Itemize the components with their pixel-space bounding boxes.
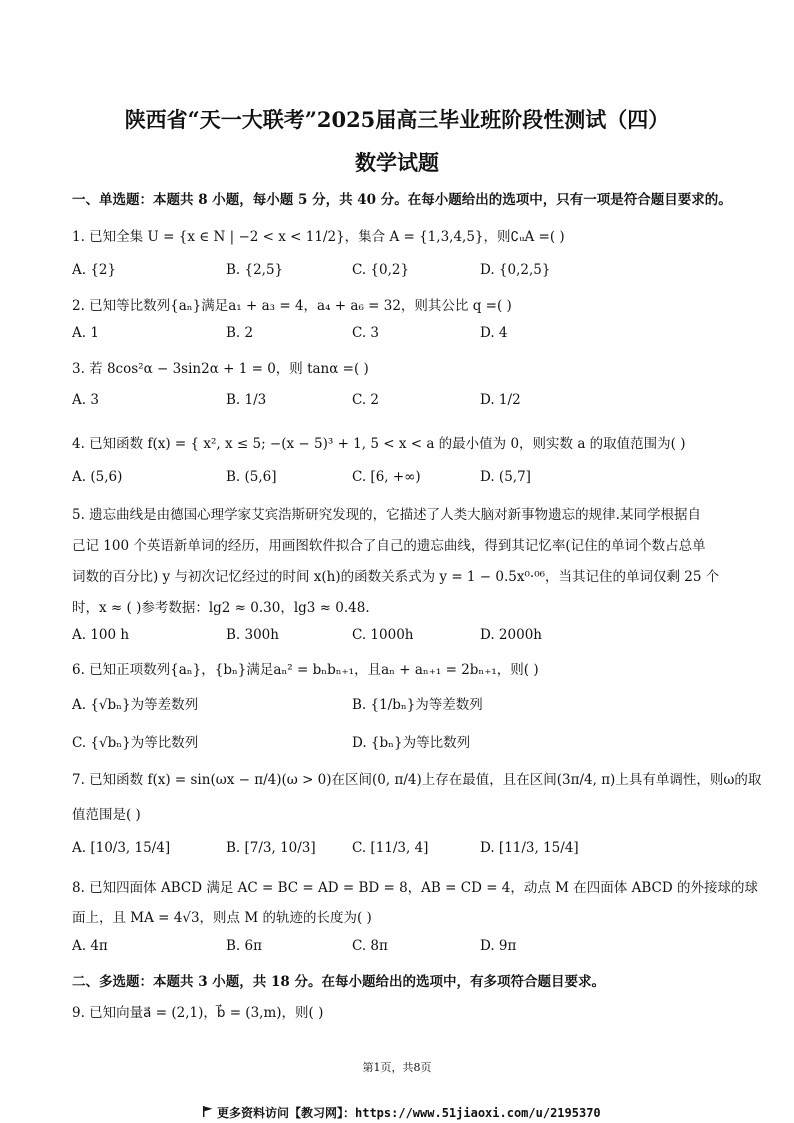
question-stem-line: 5. 遗忘曲线是由德国心理学家艾宾浩斯研究发现的，它描述了人类大脑对新事物遗忘的规律.某同学根据自 — [72, 507, 701, 523]
option: C. 3 — [352, 325, 380, 341]
section-heading: 二、多选题：本题共 3 小题，共 18 分。在每小题给出的选项中，有多项符合题目要求。 — [72, 974, 605, 990]
question-stem-line: 词数的百分比) y 与初次记忆经过的时间 x(h)的函数关系式为 y = 1 − 0.5x⁰·⁰⁶，当其记住的单词仅剩 25 个 — [72, 569, 720, 585]
option: D. 4 — [480, 325, 508, 341]
option: B. {1/bₙ}为等差数列 — [352, 697, 483, 713]
option: D. {bₙ}为等比数列 — [352, 735, 471, 751]
question-stem-line: 时，x ≈ ( )参考数据：lg2 ≈ 0.30，lg3 ≈ 0.48. — [72, 600, 370, 616]
question-stem: 4. 已知函数 f(x) = { x², x ≤ 5; −(x − 5)³ + 1, 5 < x < a 的最小值为 0，则实数 a 的取值范围为( ) — [72, 436, 686, 452]
question-stem-line: 值范围是( ) — [72, 807, 141, 823]
option: D. 9π — [480, 938, 517, 954]
question-stem-line: 7. 已知函数 f(x) = sin(ωx − π/4)(ω > 0)在区间(0, π/4)上存在最值，且在区间(3π/4, π)上具有单调性，则ω的取 — [72, 772, 762, 788]
option: C. [6, +∞) — [352, 469, 421, 485]
option: B. {2,5} — [226, 262, 284, 278]
footer-link[interactable] — [203, 1104, 601, 1121]
option: A. 100 h — [72, 627, 130, 643]
option: C. 1000h — [352, 627, 414, 643]
option: A. {2} — [72, 262, 117, 278]
question-stem-line: 8. 已知四面体 ABCD 满足 AC = BC = AD = BD = 8，AB = CD = 4，动点 M 在四面体 ABCD 的外接球的球 — [72, 880, 758, 896]
option: B. 300h — [226, 627, 279, 643]
option: C. 2 — [352, 392, 380, 408]
question-stem: 6. 已知正项数列{aₙ}，{bₙ}满足aₙ² = bₙbₙ₊₁，且aₙ + aₙ₊₁ = 2bₙ₊₁，则( ) — [72, 662, 539, 678]
option: C. [11/3, 4] — [352, 840, 429, 856]
question-stem: 9. 已知向量a⃗ = (2,1)，b⃗ = (3,m)，则( ) — [72, 1005, 324, 1021]
option: D. 1/2 — [480, 392, 521, 408]
option: A. 3 — [72, 392, 99, 408]
option: A. (5,6) — [72, 469, 123, 485]
option: D. 2000h — [480, 627, 542, 643]
option: A. 1 — [72, 325, 99, 341]
question-stem-line: 面上，且 MA = 4√3，则点 M 的轨迹的长度为( ) — [72, 910, 372, 926]
flag-icon — [203, 1106, 213, 1120]
question-stem-line: 己记 100 个英语新单词的经历，用画图软件拟合了自己的遗忘曲线，得到其记忆率(记住的单词个数占总单 — [72, 538, 706, 554]
option: C. {√bₙ}为等比数列 — [72, 735, 199, 751]
option: C. {0,2} — [352, 262, 410, 278]
page-title: 陕西省“天一大联考”2025届高三毕业班阶段性测试（四） — [124, 107, 670, 132]
option: A. {√bₙ}为等差数列 — [72, 697, 199, 713]
footer-link-text[interactable]: 更多资料访问【教习网】：https://www.51jiaoxi.com/u/2195370 — [217, 1106, 601, 1120]
option: A. 4π — [72, 938, 108, 954]
option: B. 1/3 — [226, 392, 267, 408]
page-subtitle: 数学试题 — [355, 150, 439, 175]
question-stem: 2. 已知等比数列{aₙ}满足a₁ + a₃ = 4，a₄ + a₆ = 32，则其公比 q =( ) — [72, 298, 512, 314]
option: B. (5,6] — [226, 469, 277, 485]
option: B. 6π — [226, 938, 262, 954]
question-stem: 3. 若 8cos²α − 3sin2α + 1 = 0，则 tanα =( ) — [72, 361, 369, 377]
option: A. [10/3, 15/4] — [72, 840, 171, 856]
option: B. [7/3, 10/3] — [226, 840, 316, 856]
option: B. 2 — [226, 325, 254, 341]
option: D. [11/3, 15/4] — [480, 840, 579, 856]
option: C. 8π — [352, 938, 388, 954]
question-stem: 1. 已知全集 U = {x ∈ N | −2 < x < 11/2}，集合 A = {1,3,4,5}，则∁ᵤA =( ) — [72, 229, 565, 245]
section-heading: 一、单选题：本题共 8 小题，每小题 5 分，共 40 分。在每小题给出的选项中，只有一项是符合题目要求的。 — [72, 192, 732, 208]
page-number: 第1页，共8页 — [362, 1061, 432, 1074]
option: D. (5,7] — [480, 469, 531, 485]
option: D. {0,2,5} — [480, 262, 551, 278]
